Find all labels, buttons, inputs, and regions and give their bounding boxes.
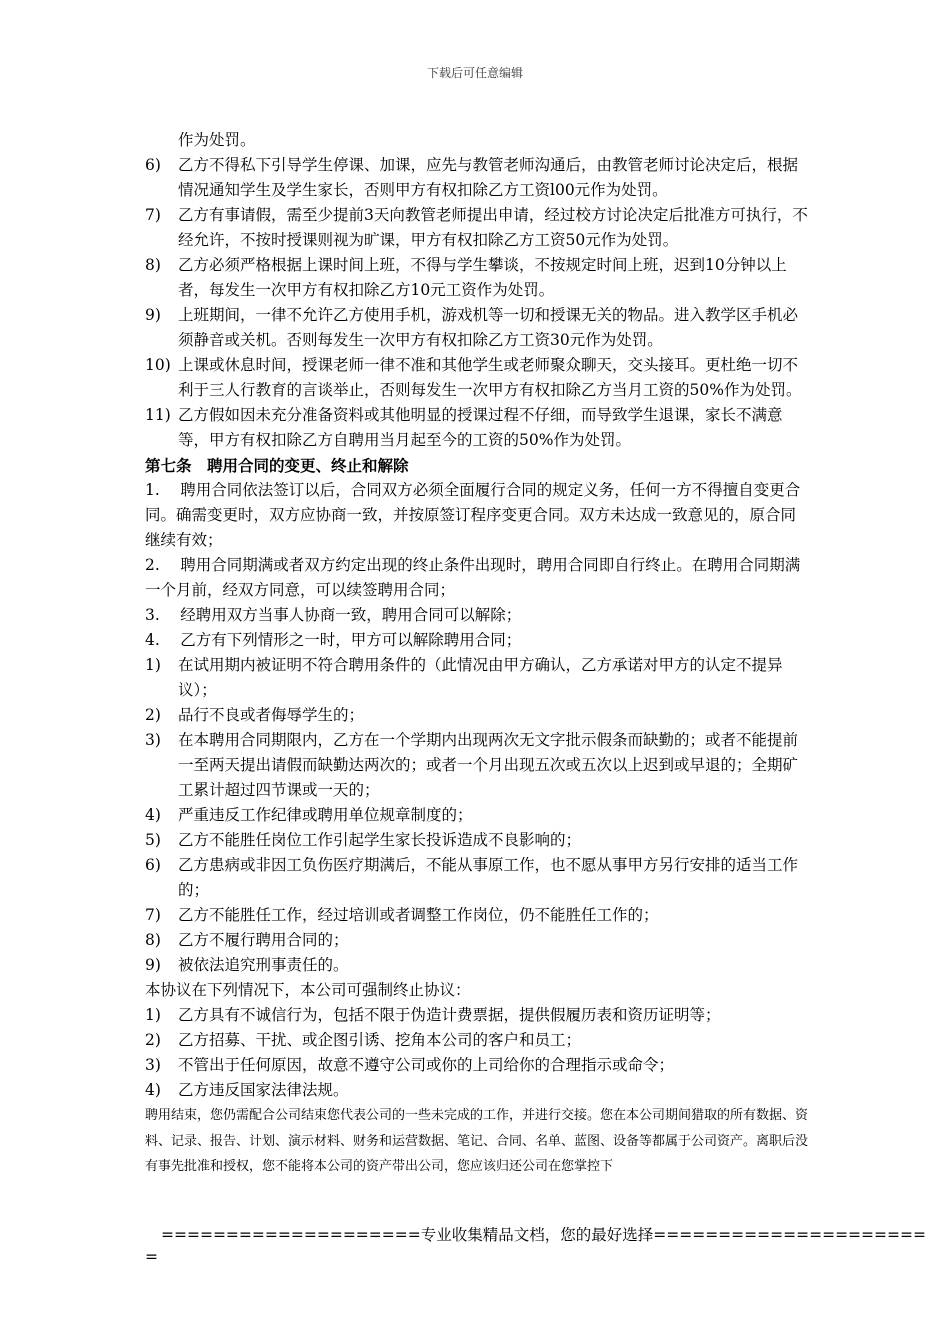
- list-item: [145, 728, 810, 803]
- list-item-text: 严重违反工作纪律或聘用单位规章制度的；: [178, 806, 473, 824]
- list-item-text: 不管出于任何原因，故意不遵守公司或你的上司给你的合理指示或命令；: [178, 1056, 675, 1074]
- list-item-text: 品行不良或者侮辱学生的；: [178, 706, 365, 724]
- list-item-text: 乙方违反国家法律法规。: [178, 1081, 349, 1099]
- list-item: [145, 1028, 810, 1053]
- list-item: [145, 953, 810, 978]
- list-item-number: 8): [145, 931, 161, 949]
- list-item: [145, 903, 810, 928]
- list-item-text: 在本聘用合同期限内，乙方在一个学期内出现两次无文字批示假条而缺勤的；或者不能提前一至两天提出请假而缺勤达两次的；或者一个月出现五次或五次以上迟到或早退的；全期矿工累计超过四节课或一天的；: [178, 731, 799, 799]
- list-item-text: 上班期间，一律不允许乙方使用手机，游戏机等一切和授课无关的物品。进入教学区手机必须静音或关机。否则每发生一次甲方有权扣除乙方工资30元作为处罚。: [178, 306, 799, 349]
- list-item-text: 乙方不得私下引导学生停课、加课，应先与教管老师沟通后，由教管老师讨论决定后，根据情况通知学生及学生家长，否则甲方有权扣除乙方工资l00元作为处罚。: [178, 156, 799, 199]
- list-item: [145, 303, 810, 353]
- document-body: [145, 128, 810, 1180]
- list-item: [145, 928, 810, 953]
- list-item-continuation: 作为处罚。: [178, 131, 256, 149]
- list-item: [145, 653, 810, 703]
- list-item: [145, 403, 810, 453]
- list-item: [145, 203, 810, 253]
- list-item-number: 8): [145, 256, 161, 274]
- paragraph: 2. 聘用合同期满或者双方约定出现的终止条件出现时，聘用合同即自行终止。在聘用合同期满一个月前，经双方同意，可以续签聘用合同；: [145, 556, 801, 599]
- list-item-number: 3): [145, 731, 161, 749]
- list-item-text: 乙方不履行聘用合同的；: [178, 931, 349, 949]
- list-item: [145, 703, 810, 728]
- paragraph: 本协议在下列情况下，本公司可强制终止协议：: [145, 981, 471, 999]
- list-item-number: 10): [145, 356, 171, 374]
- list-item-text: 乙方患病或非因工负伤医疗期满后，不能从事原工作，也不愿从事甲方另行安排的适当工作的；: [178, 856, 799, 899]
- list-item-number: 9): [145, 306, 161, 324]
- section-heading: 第七条 聘用合同的变更、终止和解除: [145, 456, 409, 475]
- list-item-number: 6): [145, 156, 161, 174]
- list-item: [145, 853, 810, 903]
- list-item-number: 4): [145, 806, 161, 824]
- list-item-text: 乙方不能胜任工作，经过培训或者调整工作岗位，仍不能胜任工作的；: [178, 906, 659, 924]
- closing-paragraph: 聘用结束，您仍需配合公司结束您代表公司的一些未完成的工作，并进行交接。您在本公司期间猎取的所有数据、资料、记录、报告、计划、演示材料、财务和运营数据、笔记、合同、名单、蓝图、设备等都属于公司资产。离职后没有事先批准和授权，您不能将本公司的资产带出公司，您应该归还公司在您掌控下: [145, 1108, 809, 1174]
- list-item-number: 4): [145, 1081, 161, 1099]
- list-item-text: 乙方必须严格根据上课时间上班，不得与学生攀谈，不按规定时间上班，迟到10分钟以上者，每发生一次甲方有权扣除乙方10元工资作为处罚。: [178, 256, 787, 299]
- list-item-text: 上课或休息时间，授课老师一律不准和其他学生或老师聚众聊天，交头接耳。更杜绝一切不利于三人行教育的言谈举止，否则每发生一次甲方有权扣除乙方当月工资的50%作为处罚。: [178, 356, 802, 399]
- paragraph: 4. 乙方有下列情形之一时，甲方可以解除聘用合同；: [145, 631, 522, 649]
- list-item: [145, 803, 810, 828]
- list-item: [145, 1078, 810, 1103]
- list-item: [145, 828, 810, 853]
- list-item-number: 2): [145, 1031, 161, 1049]
- list-item: [145, 353, 810, 403]
- list-item: [145, 1003, 810, 1028]
- list-item-text: 被依法追究刑事责任的。: [178, 956, 349, 974]
- list-item: [145, 253, 810, 303]
- footer-banner-tail: =: [145, 1248, 158, 1266]
- list-item-number: 9): [145, 956, 161, 974]
- list-item-number: 1): [145, 656, 161, 674]
- footer-banner: ====================专业收集精品文档，您的最好选择=====================: [161, 1226, 926, 1244]
- list-item-number: 7): [145, 906, 161, 924]
- list-item-text: 乙方不能胜任岗位工作引起学生家长投诉造成不良影响的；: [178, 831, 582, 849]
- list-item-number: 5): [145, 831, 161, 849]
- list-item-text: 在试用期内被证明不符合聘用条件的（此情况由甲方确认，乙方承诺对甲方的认定不提异议）；: [178, 656, 783, 699]
- list-item: [145, 1053, 810, 1078]
- list-item-text: 乙方招募、干扰、或企图引诱、挖角本公司的客户和员工；: [178, 1031, 582, 1049]
- page-header: 下载后可任意编辑: [426, 66, 523, 80]
- list-item-number: 3): [145, 1056, 161, 1074]
- list-item-number: 1): [145, 1006, 161, 1024]
- paragraph: 3. 经聘用双方当事人协商一致，聘用合同可以解除；: [145, 606, 522, 624]
- list-item-text: 乙方具有不诚信行为，包括不限于伪造计费票据，提供假履历表和资历证明等；: [178, 1006, 721, 1024]
- list-item-text: 乙方有事请假，需至少提前3天向教管老师提出申请，经过校方讨论决定后批准方可执行，不经允许，不按时授课则视为旷课，甲方有权扣除乙方工资50元作为处罚。: [178, 206, 808, 249]
- list-item-number: 7): [145, 206, 161, 224]
- list-item-number: 2): [145, 706, 161, 724]
- list-item-number: 6): [145, 856, 161, 874]
- list-item-text: 乙方假如因未充分准备资料或其他明显的授课过程不仔细，而导致学生退课，家长不满意等，甲方有权扣除乙方自聘用当月起至今的工资的50%作为处罚。: [178, 406, 783, 449]
- paragraph: 1. 聘用合同依法签订以后，合同双方必须全面履行合同的规定义务，任何一方不得擅自变更合同。确需变更时，双方应协商一致，并按原签订程序变更合同。双方未达成一致意见的，原合同继续有效；: [145, 481, 801, 549]
- page-footer: [145, 1224, 926, 1268]
- list-item-number: 11): [145, 406, 171, 424]
- list-item: [145, 153, 810, 203]
